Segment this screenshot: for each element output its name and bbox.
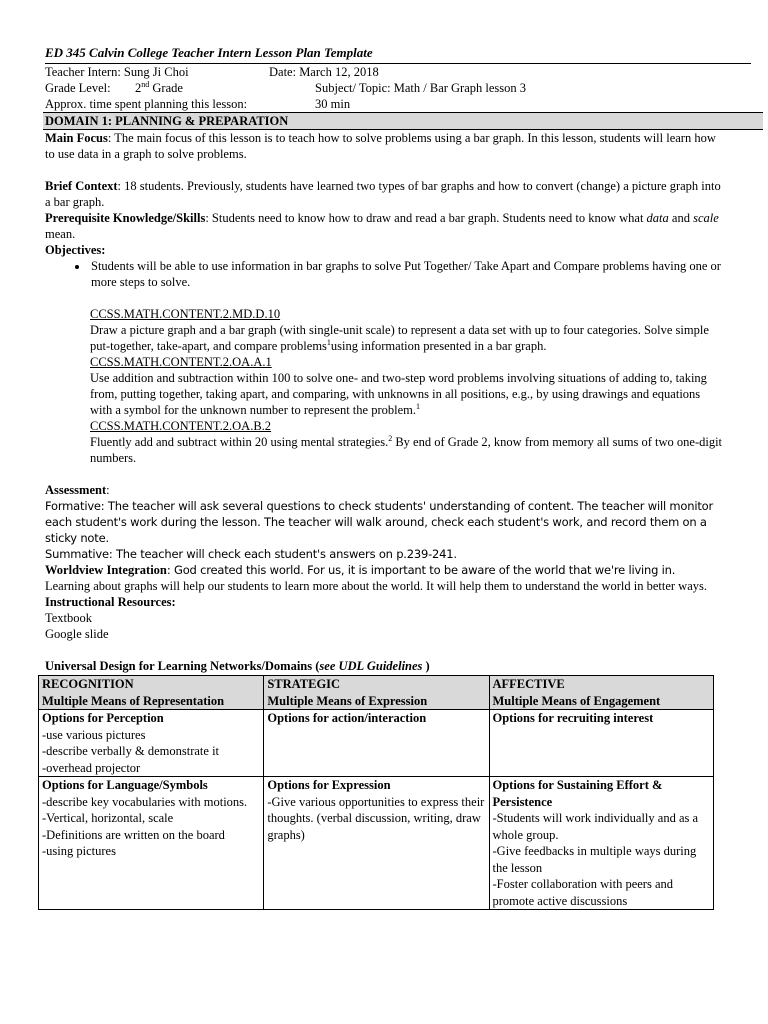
assessment-heading: Assessment: xyxy=(45,483,110,497)
standard-desc: Use addition and subtraction within 100 to solve one- and two-step word problems involving situations of adding to, taking from, putting together, taking apart, and comparing, with unknowns in all positions, e.g., by using drawings and equations with a symbol for the unknown number to represent the problem.$^1$ xyxy=(90,371,707,417)
grade-label: Grade Level: xyxy=(45,81,111,95)
standard-desc: Draw a picture graph and a bar graph (with single-unit scale) to represent a data set with up to four categories. Solve simple put-together, take-apart, and compare problems$^1$using information presented in a bar graph. xyxy=(90,323,709,353)
resource-item: Textbook xyxy=(45,611,93,625)
grade-value: 2nd Grade xyxy=(135,79,183,95)
standard-item xyxy=(90,354,725,418)
brief-context: Brief Context: 18 students. Previously, students have learned two types of bar graphs and how to convert (change) a picture graph into a bar graph. xyxy=(45,179,721,209)
udl-cell: Options for Language/Symbols -describe key vocabularies with motions. -Vertical, horizontal, scale -Definitions are written on the board -using pictures xyxy=(39,777,264,910)
prerequisite-skills: Prerequisite Knowledge/Skills: Students need to know how to draw and read a bar graph. Students need to know what data and scale mean. xyxy=(45,211,719,241)
standard-item xyxy=(90,306,725,354)
udl-header-strategic: STRATEGIC Multiple Means of Expression xyxy=(264,676,489,710)
objectives-heading: Objectives: xyxy=(45,243,106,257)
udl-header-affective: AFFECTIVE Multiple Means of Engagement xyxy=(489,676,714,710)
planning-time-value: 30 min xyxy=(315,97,351,111)
teacher-intern: Teacher Intern: Sung Ji Choi xyxy=(45,65,189,79)
standard-code[interactable]: CCSS.MATH.CONTENT.2.MD.D.10 xyxy=(90,307,281,321)
lesson-plan-page xyxy=(42,45,725,910)
objectives-list xyxy=(45,258,725,290)
worldview-text: Learning about graphs will help our students to learn more about the world. It will help them to understand the world in better ways. xyxy=(45,579,707,593)
udl-row-2 xyxy=(39,777,714,910)
udl-row-1 xyxy=(39,710,714,777)
header-row-3 xyxy=(45,96,725,112)
udl-table xyxy=(38,675,714,910)
udl-cell: Options for Expression -Give various opportunities to express their thoughts. (verbal discussion, writing, draw graphs) xyxy=(264,777,489,910)
main-focus: Main Focus: The main focus of this lesson is to teach how to solve problems using a bar graph. In this lesson, students will learn how to use data in a graph to solve problems. xyxy=(45,131,716,161)
planning-time-label: Approx. time spent planning this lesson: xyxy=(45,97,248,111)
standard-desc: Fluently add and subtract within 20 using mental strategies.$^2$ By end of Grade 2, know from memory all sums of two one-digit numbers. xyxy=(90,433,723,465)
udl-cell: Options for recruiting interest xyxy=(489,710,714,777)
objective-item: • Students will be able to use information in bar graphs to solve Put Together/ Take Apart and Compare problems having one or more steps to solve. xyxy=(89,258,725,290)
subject-topic: Subject/ Topic: Math / Bar Graph lesson 3 xyxy=(315,81,527,95)
udl-cell: Options for Sustaining Effort & Persistence -Students will work individually and as a whole group. -Give feedbacks in multiple ways during the lesson -Foster collaboration with peers and promote active discussions xyxy=(489,777,714,910)
formative-assessment: Formative: The teacher will ask several questions to check students' understanding of content. The teacher will monitor each student's work during the lesson. The teacher will walk around, check each student's work, and record them on a sticky note. xyxy=(45,499,713,545)
standards-list xyxy=(90,306,725,466)
standard-code[interactable]: CCSS.MATH.CONTENT.2.OA.B.2 xyxy=(90,419,272,433)
resource-item: Google slide xyxy=(45,627,109,641)
document-title: ED 345 Calvin College Teacher Intern Lesson Plan Template xyxy=(45,45,373,60)
udl-cell: Options for action/interaction xyxy=(264,710,489,777)
worldview-integration: Worldview Integration: God created this world. For us, it is important to be aware of the world that we're living in. xyxy=(45,563,676,577)
header-row-1 xyxy=(45,64,725,80)
domain-1-heading: DOMAIN 1: PLANNING & PREPARATION xyxy=(43,112,763,130)
udl-title: Universal Design for Learning Networks/Domains (see UDL Guidelines ) xyxy=(45,659,430,673)
header-row-2 xyxy=(45,80,725,96)
udl-header-recognition: RECOGNITION Multiple Means of Representation xyxy=(39,676,264,710)
udl-header-row xyxy=(39,676,714,710)
resources-heading: Instructional Resources: xyxy=(45,595,176,609)
lesson-date: Date: March 12, 2018 xyxy=(269,65,379,79)
udl-cell: Options for Perception -use various pictures -describe verbally & demonstrate it -overhead projector xyxy=(39,710,264,777)
standard-code[interactable]: CCSS.MATH.CONTENT.2.OA.A.1 xyxy=(90,355,272,369)
standard-item xyxy=(90,418,725,466)
summative-assessment: Summative: The teacher will check each student's answers on p.239-241. xyxy=(45,547,457,561)
